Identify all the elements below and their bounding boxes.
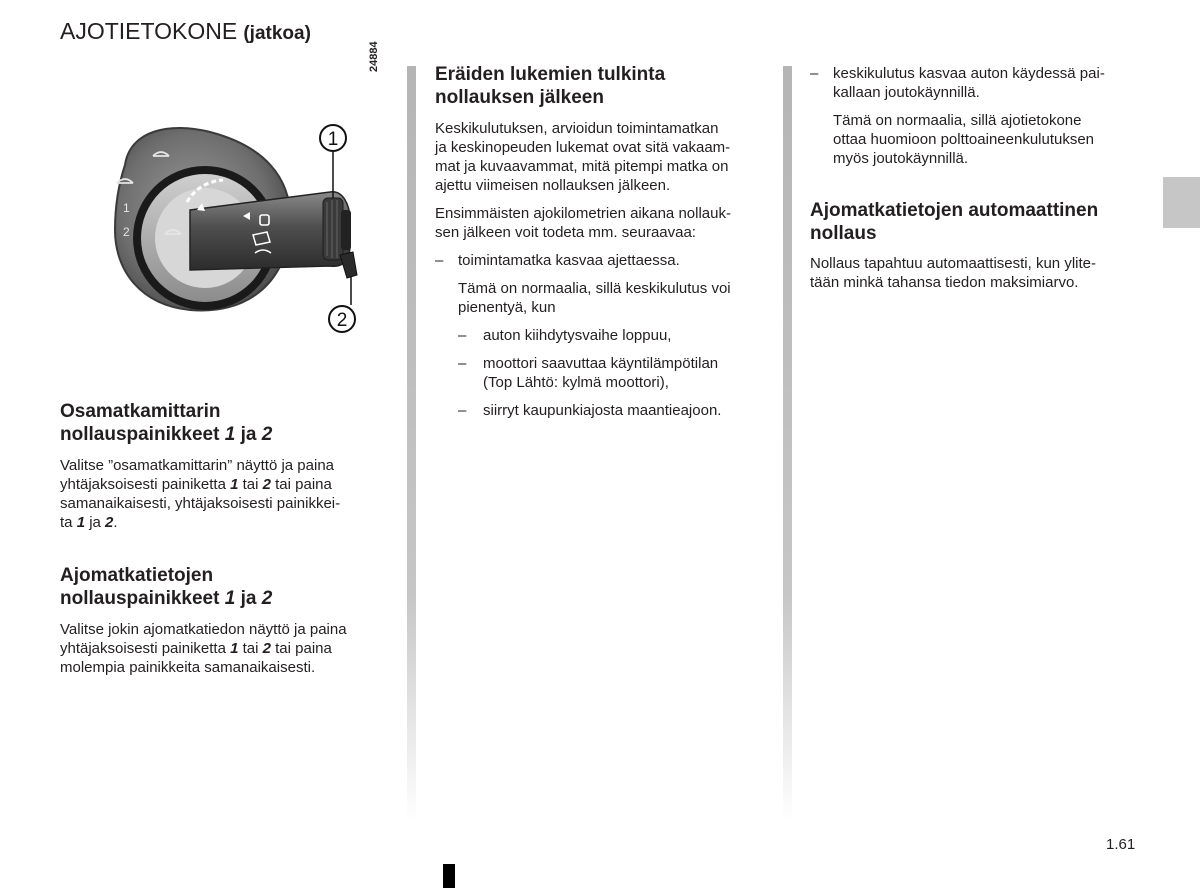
body-line: sen jälkeen voit todeta mm. seuraavaa: xyxy=(435,224,696,241)
body-line: yhtäjaksoisesti painiketta 1 tai 2 tai paina xyxy=(60,640,332,657)
section-trip-reset xyxy=(60,400,390,532)
section-readings-after-reset xyxy=(435,63,770,109)
page-title-continued: (jatkoa) xyxy=(243,23,311,44)
body-line: molempia painikkeita samanaikaisesti. xyxy=(60,659,316,676)
paragraph xyxy=(435,204,770,242)
print-mark xyxy=(443,864,455,888)
list-item-note: Tämä on normaalia, sillä ajotietokone ottaa huomioon polttoaineenkulutuksen myös joutokäynnillä. xyxy=(833,112,1095,167)
page-title-main: AJOTIETOKONE xyxy=(60,18,238,44)
section-journey-reset xyxy=(60,564,390,677)
callout-2: 2 xyxy=(336,310,348,331)
body-line: mat ja kuvaavammat, mitä pitempi matka on xyxy=(435,158,729,175)
body-line: ja keskinopeuden lukemat ovat sitä vakaam- xyxy=(435,139,731,156)
page-number: 1.61 xyxy=(1106,836,1136,853)
list-item-note: Tämä on normaalia, sillä keskikulutus voi pienentyä, kun xyxy=(458,280,731,316)
callout-1: 1 xyxy=(327,129,339,150)
column-divider-left xyxy=(407,66,416,821)
page-title xyxy=(60,18,311,45)
body-line: tään minkä tahansa tiedon maksimiarvo. xyxy=(810,274,1079,291)
paragraph xyxy=(435,119,770,195)
paragraph xyxy=(810,254,1096,292)
body-line: Valitse jokin ajomatkatiedon näyttö ja paina xyxy=(60,621,347,638)
body-line: yhtäjaksoisesti painiketta 1 tai 2 tai paina xyxy=(60,476,332,493)
column-divider-right xyxy=(783,66,792,821)
section-heading: Ajomatkatietojen nollauspainikkeet 1 ja 2 xyxy=(60,565,273,609)
stalk-switch-illustration xyxy=(95,70,395,350)
lever-symbol-1: 1 xyxy=(123,201,130,215)
body-line: Valitse ”osamatkamittarin” näyttö ja paina xyxy=(60,457,335,474)
body-line: Nollaus tapahtuu automaattisesti, kun ylite- xyxy=(810,255,1096,272)
body-line: Keskikulutuksen, arvioidun toimintamatkan xyxy=(435,120,719,137)
section-body xyxy=(60,456,390,532)
section-heading: Ajomatkatietojen automaattinen nollaus xyxy=(810,200,1099,244)
body-line: ajettu viimeisen nollauksen jälkeen. xyxy=(435,177,671,194)
section-body xyxy=(60,620,390,677)
body-line: samanaikaisesti, yhtäjaksoisesti painikkei- xyxy=(60,495,341,512)
section-heading: Osamatkamittarin nollauspainikkeet 1 ja 2 xyxy=(60,401,273,445)
body-line: Ensimmäisten ajokilometrien aikana nollauk- xyxy=(435,205,731,222)
figure-number: 24884 xyxy=(368,41,380,72)
lever-symbol-2: 2 xyxy=(123,225,130,239)
body-line: ta 1 ja 2. xyxy=(60,514,118,531)
section-tab-marker xyxy=(1163,177,1200,228)
section-automatic-reset xyxy=(810,199,1150,245)
section-heading: Eräiden lukemien tulkinta nollauksen jälkeen xyxy=(435,64,666,108)
